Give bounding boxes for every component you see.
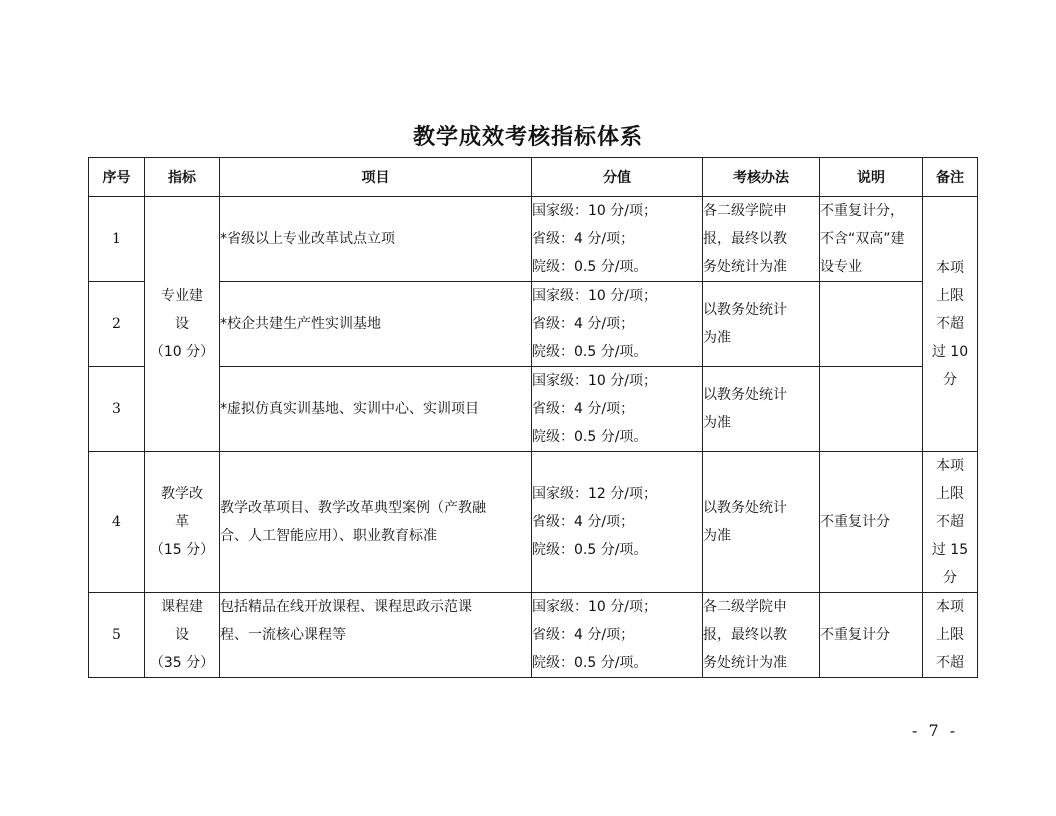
method-line: 各二级学院申 <box>703 203 787 219</box>
note-line: 不重复计分， <box>820 203 904 219</box>
score-line: 国家级：12 分/项； <box>532 486 657 502</box>
method-line: 为准 <box>703 415 731 431</box>
score-line: 院级：0.5 分/项。 <box>532 542 648 558</box>
method-line: 报，最终以教 <box>703 231 787 247</box>
project-cell: *校企共建生产性实训基地 <box>220 282 532 367</box>
note-line: 设专业 <box>820 259 862 275</box>
method-line: 各二级学院申 <box>703 599 787 615</box>
remark-line: 本项 <box>936 458 964 474</box>
indicator-line: （10 分） <box>149 344 215 360</box>
score-line: 省级：4 分/项； <box>532 231 635 247</box>
note-cell: 不重复计分 <box>820 452 923 593</box>
project-cell: *虚拟仿真实训基地、实训中心、实训项目 <box>220 367 532 452</box>
remark-line: 本项 <box>936 260 964 276</box>
score-line: 国家级：10 分/项； <box>532 373 657 389</box>
indicator-line: （15 分） <box>149 542 215 558</box>
table-row <box>89 367 978 452</box>
score-line: 院级：0.5 分/项。 <box>532 429 648 445</box>
method-cell <box>703 367 820 452</box>
score-line: 院级：0.5 分/项。 <box>532 259 648 275</box>
method-line: 以教务处统计 <box>703 302 787 318</box>
indicator-line: 教学改 <box>161 486 203 502</box>
table-row <box>89 452 978 593</box>
method-cell <box>703 593 820 678</box>
method-cell <box>703 452 820 593</box>
row-seq: 5 <box>89 593 145 678</box>
row-seq: 2 <box>89 282 145 367</box>
note-cell <box>820 197 923 282</box>
indicator-table <box>88 157 978 678</box>
remark-cell <box>923 452 978 593</box>
score-line: 省级：4 分/项； <box>532 316 635 332</box>
row-seq: 4 <box>89 452 145 593</box>
score-line: 国家级：10 分/项； <box>532 203 657 219</box>
method-cell <box>703 282 820 367</box>
header-score: 分值 <box>532 158 703 197</box>
remark-line: 分 <box>943 372 957 388</box>
method-line: 以教务处统计 <box>703 500 787 516</box>
remark-line: 上限 <box>936 288 964 304</box>
score-line: 国家级：10 分/项； <box>532 599 657 615</box>
note-line: 不含“双高”建 <box>820 231 905 247</box>
score-line: 院级：0.5 分/项。 <box>532 655 648 671</box>
method-cell <box>703 197 820 282</box>
score-cell <box>532 282 703 367</box>
table-row <box>89 197 978 282</box>
score-line: 国家级：10 分/项； <box>532 288 657 304</box>
remark-line: 分 <box>943 570 957 586</box>
score-line: 院级：0.5 分/项。 <box>532 344 648 360</box>
indicator-line: 设 <box>175 627 189 643</box>
remark-cell <box>923 593 978 678</box>
method-line: 务处统计为准 <box>703 655 787 671</box>
remark-line: 不超 <box>936 514 964 530</box>
project-line: 合、人工智能应用）、职业教育标准 <box>220 528 437 544</box>
header-project: 项目 <box>220 158 532 197</box>
indicator-cell <box>145 452 220 593</box>
project-cell: *省级以上专业改革试点立项 <box>220 197 532 282</box>
score-cell <box>532 452 703 593</box>
indicator-line: 设 <box>175 316 189 332</box>
indicator-line: 专业建 <box>161 288 203 304</box>
header-remark: 备注 <box>923 158 978 197</box>
indicator-line: 革 <box>175 514 189 530</box>
table-row <box>89 282 978 367</box>
project-line: 教学改革项目、教学改革典型案例（产教融 <box>220 500 486 516</box>
page-number: - 7 - <box>912 721 959 740</box>
remark-line: 不超 <box>936 655 964 671</box>
table-header-row <box>89 158 978 197</box>
project-cell <box>220 452 532 593</box>
score-cell <box>532 197 703 282</box>
header-seq: 序号 <box>89 158 145 197</box>
project-cell <box>220 593 532 678</box>
indicator-line: （35 分） <box>149 655 215 671</box>
method-line: 为准 <box>703 330 731 346</box>
method-line: 以教务处统计 <box>703 387 787 403</box>
row-seq: 1 <box>89 197 145 282</box>
table-row <box>89 593 978 678</box>
page-title: 教学成效考核指标体系 <box>412 124 643 150</box>
note-cell <box>820 282 923 367</box>
remark-line: 本项 <box>936 599 964 615</box>
remark-line: 上限 <box>936 627 964 643</box>
header-method: 考核办法 <box>703 158 820 197</box>
indicator-cell <box>145 197 220 452</box>
note-cell: 不重复计分 <box>820 593 923 678</box>
score-cell <box>532 367 703 452</box>
score-line: 省级：4 分/项； <box>532 514 635 530</box>
note-cell <box>820 367 923 452</box>
header-indicator: 指标 <box>145 158 220 197</box>
remark-cell <box>923 197 978 452</box>
score-line: 省级：4 分/项； <box>532 627 635 643</box>
score-line: 省级：4 分/项； <box>532 401 635 417</box>
score-cell <box>532 593 703 678</box>
remark-line: 过 10 <box>931 344 969 360</box>
remark-line: 上限 <box>936 486 964 502</box>
method-line: 为准 <box>703 528 731 544</box>
indicator-cell <box>145 593 220 678</box>
project-line: 包括精品在线开放课程、课程思政示范课 <box>220 599 472 615</box>
header-note: 说明 <box>820 158 923 197</box>
remark-line: 过 15 <box>931 542 969 558</box>
method-line: 报，最终以教 <box>703 627 787 643</box>
method-line: 务处统计为准 <box>703 259 787 275</box>
indicator-line: 课程建 <box>161 599 203 615</box>
project-line: 程、一流核心课程等 <box>220 627 346 643</box>
remark-line: 不超 <box>936 316 964 332</box>
row-seq: 3 <box>89 367 145 452</box>
